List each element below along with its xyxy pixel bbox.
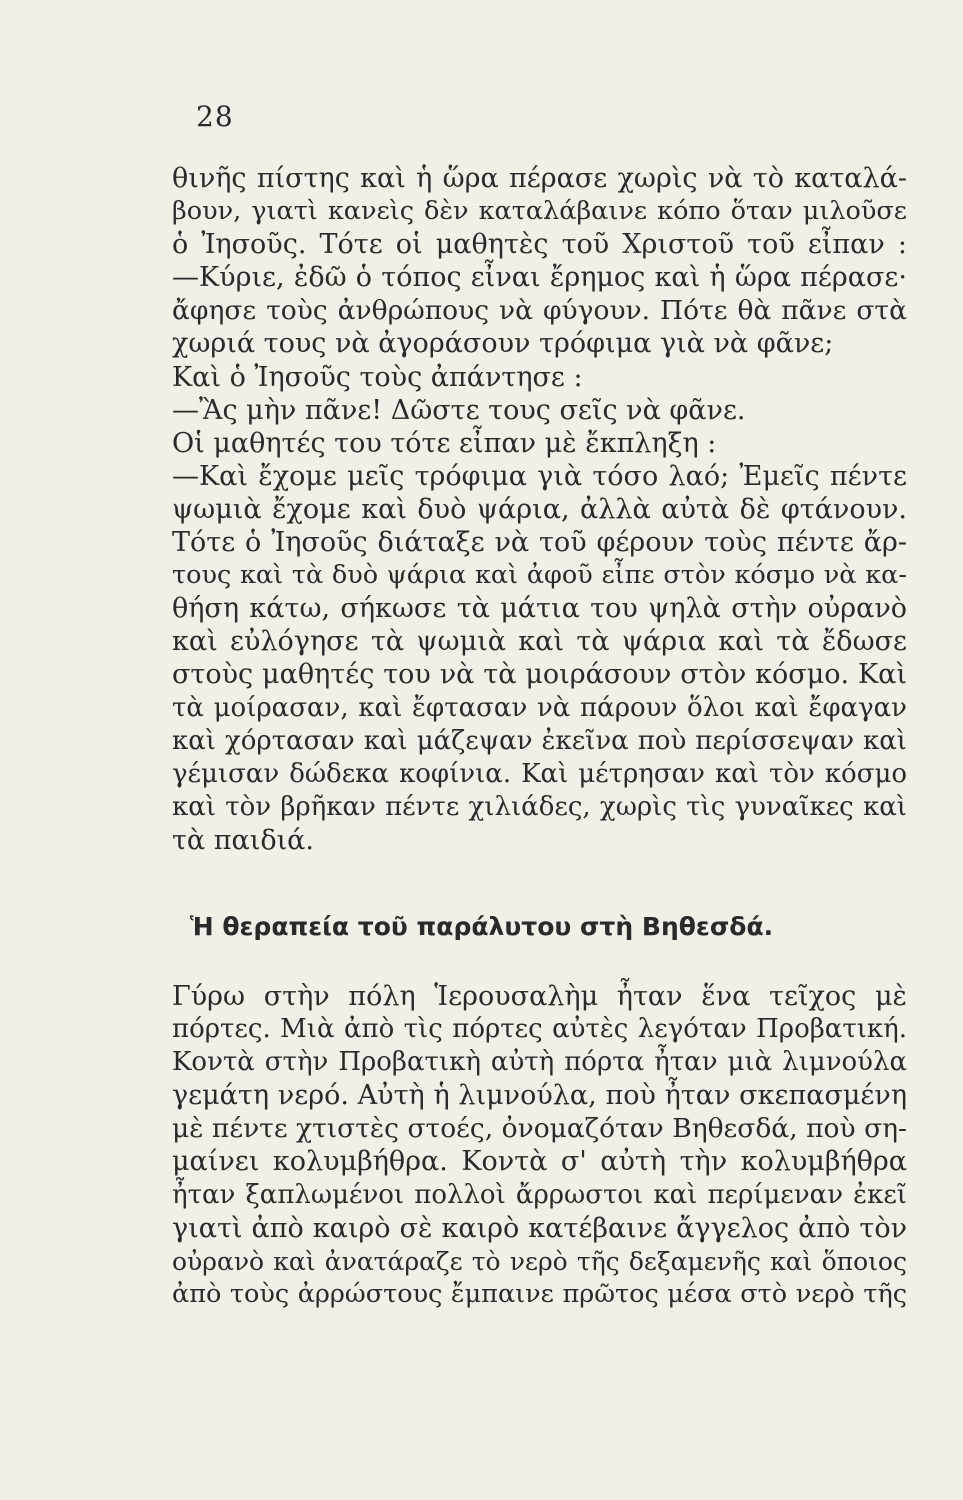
text-line: θινῆς πίστης καὶ ἡ ὥρα πέρασε χωρὶς νὰ τὸ καταλά-: [172, 163, 907, 194]
paragraph-2: [172, 980, 907, 1311]
text-line: ὁ Ἰησοῦς. Τότε οἱ μαθητὲς τοῦ Χριστοῦ τοῦ εἶπαν :: [172, 229, 907, 261]
text-line: ἀπὸ τοὺς ἀρρώστους ἔμπαινε πρῶτος μέσα στὸ νερὸ τῆς: [172, 1278, 907, 1309]
text-line: μαίνει κολυμβήθρα. Κοντὰ σ' αὐτὴ τὴν κολυμβήθρα: [172, 1146, 907, 1178]
text-line: χωριά τους νὰ ἀγοράσουν τρόφιμα γιὰ νὰ φᾶνε;: [172, 328, 834, 360]
text-line: Κοντὰ στὴν Προβατικὴ αὐτὴ πόρτα ἦταν μιὰ λιμνούλα: [172, 1047, 907, 1078]
text-line: βουν, γιατὶ κανεὶς δὲν καταλάβαινε κόπο ὅταν μιλοῦσε: [172, 196, 907, 227]
page-number: 28: [196, 100, 234, 133]
text-line: ἦταν ξαπλωμένοι πολλοὶ ἄρρωστοι καὶ περίμεναν ἐκεῖ: [172, 1179, 907, 1210]
text-line: καὶ χόρτασαν καὶ μάζεψαν ἐκεῖνα ποὺ περίσσεψαν καὶ: [172, 725, 907, 756]
text-line: Γύρω στὴν πόλη Ἱερουσαλὴμ ἦταν ἕνα τεῖχος μὲ: [172, 981, 907, 1012]
text-line: ἄφησε τοὺς ἀνθρώπους νὰ φύγουν. Πότε θὰ πᾶνε στὰ: [172, 295, 907, 327]
text-line: —Καὶ ἔχομε μεῖς τρόφιμα γιὰ τόσο λαό; Ἐμεῖς πέντε: [172, 460, 907, 492]
text-line: Καὶ ὁ Ἰησοῦς τοὺς ἀπάντησε :: [172, 361, 583, 393]
text-line: πόρτες. Μιὰ ἀπὸ τὶς πόρτες αὐτὲς λεγόταν Προβατική.: [172, 1014, 907, 1045]
text-line: ψωμιὰ ἔχομε καὶ δυὸ ψάρια, ἀλλὰ αὐτὰ δὲ φτάνουν.: [172, 493, 907, 525]
section-heading: Ἡ θεραπεία τοῦ παράλυτου στὴ Βηθεσδά.: [189, 912, 774, 941]
paragraph-1: [172, 162, 907, 857]
text-line: τὰ μοίρασαν, καὶ ἔφτασαν νὰ πάρουν ὅλοι καὶ ἔφαγαν: [172, 692, 907, 723]
text-line: οὐρανὸ καὶ ἀνατάραζε τὸ νερὸ τῆς δεξαμενῆς καὶ ὅποιος: [172, 1246, 907, 1276]
text-line: γεμάτη νερό. Αὐτὴ ἡ λιμνούλα, ποὺ ἦταν σκεπασμένη: [172, 1080, 907, 1112]
text-line: τὰ παιδιά.: [172, 824, 314, 856]
text-line: —Κύριε, ἐδῶ ὁ τόπος εἶναι ἔρημος καὶ ἡ ὥρα πέρασε·: [172, 262, 907, 294]
text-line: θήση κάτω, σήκωσε τὰ μάτια του ψηλὰ στὴν οὐρανὸ: [172, 593, 907, 625]
text-line: στοὺς μαθητές του νὰ τὰ μοιράσουν στὸν κόσμο. Καὶ: [172, 659, 907, 691]
text-line: Τότε ὁ Ἰησοῦς διάταξε νὰ τοῦ φέρουν τοὺς πέντε ἄρ-: [172, 527, 907, 559]
text-line: —Ἂς μὴν πᾶνε! Δῶστε τους σεῖς νὰ φᾶνε.: [172, 394, 746, 426]
text-line: καὶ τὸν βρῆκαν πέντε χιλιάδες, χωρὶς τὶς γυναῖκες καὶ: [172, 791, 907, 822]
text-line: καὶ εὐλόγησε τὰ ψωμιὰ καὶ τὰ ψάρια καὶ τὰ ἔδωσε: [172, 626, 907, 658]
text-line: γιατὶ ἀπὸ καιρὸ σὲ καιρὸ κατέβαινε ἄγγελος ἀπὸ τὸν: [172, 1212, 907, 1244]
text-line: τους καὶ τὰ δυὸ ψάρια καὶ ἀφοῦ εἶπε στὸν κόσμο νὰ κα-: [172, 560, 907, 591]
text-line: μὲ πέντε χτιστὲς στοές, ὀνομαζόταν Βηθεσδά, ποὺ ση-: [172, 1113, 907, 1145]
text-line: Οἱ μαθητές του τότε εἶπαν μὲ ἔκπληξη :: [172, 427, 717, 459]
text-line: γέμισαν δώδεκα κοφίνια. Καὶ μέτρησαν καὶ τὸν κόσμο: [172, 758, 907, 789]
